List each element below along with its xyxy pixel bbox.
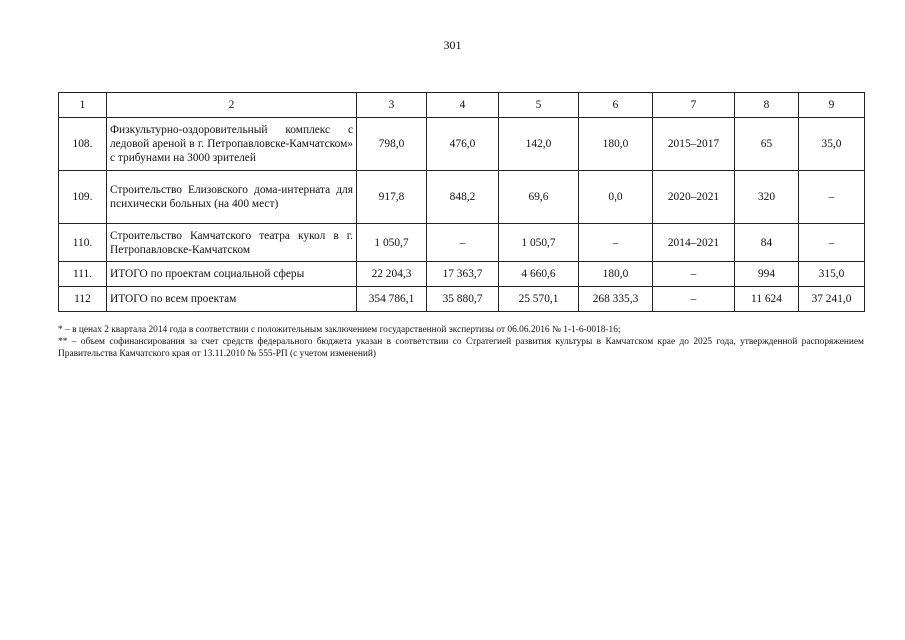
column-header-6: 6 <box>579 93 653 118</box>
cell-col-8: 994 <box>735 262 799 287</box>
row-index: 112 <box>59 287 107 312</box>
column-header-2: 2 <box>107 93 357 118</box>
page-number: 301 <box>443 38 462 52</box>
cell-col-6: 268 335,3 <box>579 287 653 312</box>
table-row <box>59 287 865 312</box>
row-index: 111. <box>59 262 107 287</box>
row-index: 109. <box>59 171 107 224</box>
table-row <box>59 171 865 224</box>
cell-col-3: 22 204,3 <box>357 262 427 287</box>
table-row <box>59 262 865 287</box>
footnote-2: ** – объем софинансирования за счет средств федерального бюджета указан в соответствии со Стратегией развития культуры в Камчатском крае до 2025 года, утвержденной распоряжением Правительства Камчатского края от 13.11.2010 № 555-РП (с учетом изменений) <box>58 337 864 359</box>
row-index: 108. <box>59 118 107 171</box>
column-header-4: 4 <box>427 93 499 118</box>
table-row <box>59 224 865 262</box>
footnote-1: * – в ценах 2 квартала 2014 года в соответствии с положительным заключением государственной экспертизы от 06.06.2016 № 1-1-6-0018-16; <box>58 325 621 335</box>
column-header-1: 1 <box>59 93 107 118</box>
cell-col-9: – <box>799 171 865 224</box>
cell-col-9: 315,0 <box>799 262 865 287</box>
column-header-5: 5 <box>499 93 579 118</box>
cell-col-7: 2014–2021 <box>653 224 735 262</box>
cell-col-7: 2020–2021 <box>653 171 735 224</box>
cell-col-4: 35 880,7 <box>427 287 499 312</box>
cell-col-8: 11 624 <box>735 287 799 312</box>
cell-col-7: – <box>653 287 735 312</box>
cell-col-6: – <box>579 224 653 262</box>
cell-col-4: 17 363,7 <box>427 262 499 287</box>
cell-col-5: 25 570,1 <box>499 287 579 312</box>
cell-col-3: 917,8 <box>357 171 427 224</box>
cell-col-5: 69,6 <box>499 171 579 224</box>
project-name: Строительство Камчатского театра кукол в г. Петропавловске-Камчатском <box>107 224 357 262</box>
cell-col-4: 848,2 <box>427 171 499 224</box>
cell-col-7: 2015–2017 <box>653 118 735 171</box>
cell-col-8: 84 <box>735 224 799 262</box>
footnotes <box>58 324 864 360</box>
cell-col-6: 180,0 <box>579 262 653 287</box>
column-header-7: 7 <box>653 93 735 118</box>
cell-col-5: 142,0 <box>499 118 579 171</box>
cell-col-5: 4 660,6 <box>499 262 579 287</box>
project-name: ИТОГО по всем проектам <box>107 287 357 312</box>
column-header-3: 3 <box>357 93 427 118</box>
cell-col-6: 180,0 <box>579 118 653 171</box>
table-header-row <box>59 93 865 118</box>
projects-table <box>58 92 865 312</box>
project-name: Физкультурно-оздоровительный комплекс с ледовой ареной в г. Петропавловске-Камчатском» с трибунами на 3000 зрителей <box>107 118 357 171</box>
cell-col-9: 35,0 <box>799 118 865 171</box>
cell-col-4: – <box>427 224 499 262</box>
project-name: ИТОГО по проектам социальной сферы <box>107 262 357 287</box>
cell-col-8: 65 <box>735 118 799 171</box>
cell-col-7: – <box>653 262 735 287</box>
cell-col-9: 37 241,0 <box>799 287 865 312</box>
row-index: 110. <box>59 224 107 262</box>
project-name: Строительство Елизовского дома-интерната для психически больных (на 400 мест) <box>107 171 357 224</box>
column-header-9: 9 <box>799 93 865 118</box>
cell-col-5: 1 050,7 <box>499 224 579 262</box>
cell-col-8: 320 <box>735 171 799 224</box>
cell-col-6: 0,0 <box>579 171 653 224</box>
cell-col-3: 354 786,1 <box>357 287 427 312</box>
table-row <box>59 118 865 171</box>
cell-col-9: – <box>799 224 865 262</box>
column-header-8: 8 <box>735 93 799 118</box>
cell-col-3: 1 050,7 <box>357 224 427 262</box>
cell-col-4: 476,0 <box>427 118 499 171</box>
cell-col-3: 798,0 <box>357 118 427 171</box>
